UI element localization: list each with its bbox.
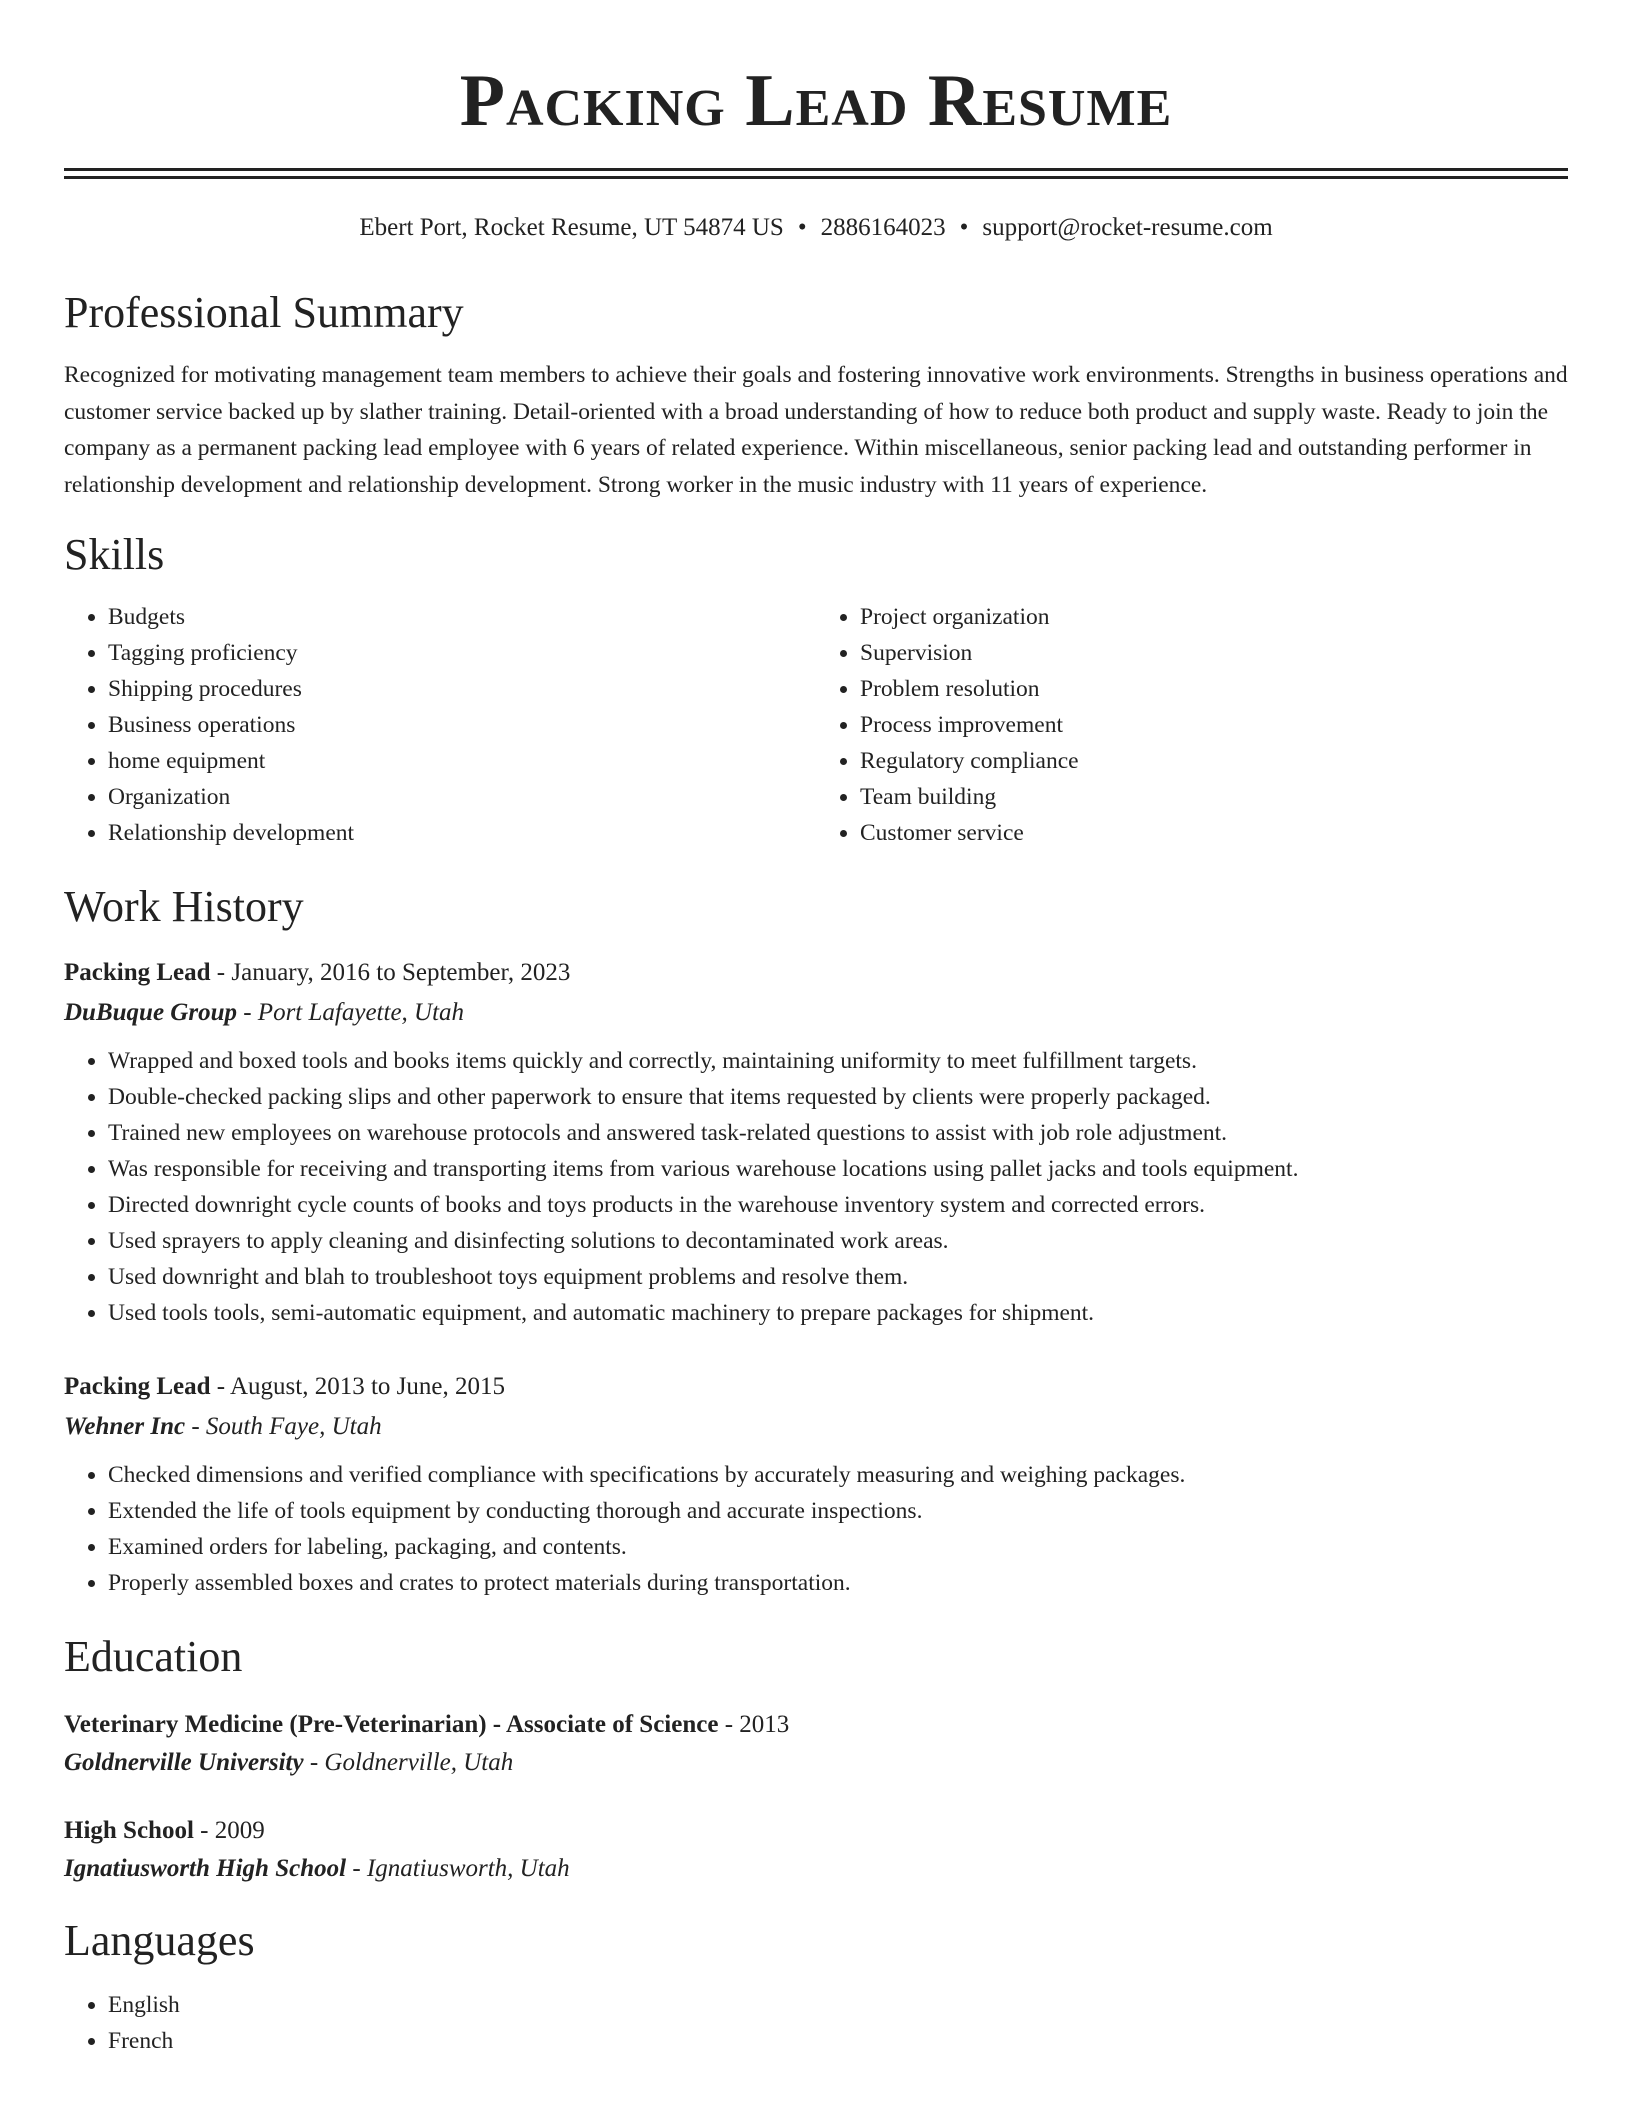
- company-name: DuBuque Group: [64, 999, 237, 1026]
- languages-list: [64, 1987, 1568, 2059]
- company-line: [64, 1411, 1568, 1443]
- skill-item: • Problem resolution: [860, 671, 1568, 707]
- education-degree: High School: [64, 1817, 194, 1844]
- languages-heading: Languages: [64, 1916, 255, 1965]
- list-item: • Properly assembled boxes and crates to protect materials during transportation.: [108, 1565, 1568, 1601]
- company-line: [64, 997, 1568, 1029]
- skill-item: • home equipment: [108, 743, 816, 779]
- job-title: Packing Lead: [64, 1373, 211, 1400]
- company-name: Wehner Inc: [64, 1413, 186, 1440]
- work-history-heading: Work History: [64, 882, 304, 931]
- education-year: - 2013: [718, 1711, 790, 1738]
- contact-address: Ebert Port, Rocket Resume, UT 54874 US: [359, 214, 784, 241]
- education-year: - 2009: [193, 1817, 265, 1844]
- skill-item: • Budgets: [108, 599, 816, 635]
- job-dates: - January, 2016 to September, 2023: [210, 959, 571, 986]
- skill-item: • Regulatory compliance: [860, 743, 1568, 779]
- list-item: • Wrapped and boxed tools and books items quickly and correctly, maintaining uniformity to meet fulfillment targets.: [108, 1043, 1568, 1079]
- job-title-line: [64, 957, 1568, 989]
- skill-item: • Shipping procedures: [108, 671, 816, 707]
- job-duties-list: [64, 1457, 1568, 1601]
- skill-item: • Organization: [108, 779, 816, 815]
- skill-item: • Business operations: [108, 707, 816, 743]
- list-item: • Used tools tools, semi-automatic equipment, and automatic machinery to prepare packages for shipment.: [108, 1295, 1568, 1331]
- list-item: • Double-checked packing slips and other paperwork to ensure that items requested by clients were properly packaged.: [108, 1079, 1568, 1115]
- list-item: • Used sprayers to apply cleaning and disinfecting solutions to decontaminated work areas.: [108, 1223, 1568, 1259]
- resume-title: Packing Lead Resume: [459, 60, 1173, 142]
- list-item: • Trained new employees on warehouse protocols and answered task-related questions to assist with job role adjustment.: [108, 1115, 1568, 1151]
- summary-heading: Professional Summary: [64, 288, 464, 337]
- education-heading: Education: [64, 1632, 243, 1681]
- list-item: • Checked dimensions and verified compliance with specifications by accurately measuring and weighing packages.: [108, 1457, 1568, 1493]
- skill-item: • Project organization: [860, 599, 1568, 635]
- company-location: - South Faye, Utah: [185, 1413, 382, 1440]
- skills-column-right: [816, 599, 1568, 851]
- education-location: - Goldnerville, Utah: [303, 1749, 514, 1776]
- skills-heading: Skills: [64, 530, 165, 579]
- contact-separator: •: [797, 214, 807, 241]
- contact-separator: •: [959, 214, 969, 241]
- education-school-line: [64, 1747, 1568, 1779]
- education-location: - Ignatiusworth, Utah: [346, 1855, 570, 1882]
- skill-item: • Team building: [860, 779, 1568, 815]
- list-item: • Extended the life of tools equipment by conducting thorough and accurate inspections.: [108, 1493, 1568, 1529]
- education-school: Ignatiusworth High School: [64, 1855, 347, 1882]
- contact-phone: 2886164023: [820, 214, 946, 241]
- title-divider: [64, 168, 1568, 179]
- job-dates: - August, 2013 to June, 2015: [210, 1373, 505, 1400]
- list-item: • Was responsible for receiving and transporting items from various warehouse locations using pallet jacks and tools equipment.: [108, 1151, 1568, 1187]
- list-item: • Used downright and blah to troubleshoot toys equipment problems and resolve them.: [108, 1259, 1568, 1295]
- education-school: Goldnerville University: [64, 1749, 304, 1776]
- skill-item: • Relationship development: [108, 815, 816, 851]
- job-duties-list: [64, 1043, 1568, 1331]
- job-title-line: [64, 1371, 1568, 1403]
- contact-email: support@rocket-resume.com: [982, 214, 1273, 241]
- list-item: • Directed downright cycle counts of books and toys products in the warehouse inventory system and corrected errors.: [108, 1187, 1568, 1223]
- job-title: Packing Lead: [64, 959, 211, 986]
- company-location: - Port Lafayette, Utah: [236, 999, 465, 1026]
- education-degree: Veterinary Medicine (Pre-Veterinarian) - Associate of Science: [64, 1711, 719, 1738]
- skill-item: • Supervision: [860, 635, 1568, 671]
- contact-line: [64, 213, 1568, 243]
- language-item: • French: [108, 2023, 1568, 2059]
- skill-item: • Customer service: [860, 815, 1568, 851]
- skill-item: • Tagging proficiency: [108, 635, 816, 671]
- language-item: • English: [108, 1987, 1568, 2023]
- list-item: • Examined orders for labeling, packaging, and contents.: [108, 1529, 1568, 1565]
- skills-list: [64, 599, 1568, 851]
- education-degree-line: [64, 1709, 1568, 1741]
- education-degree-line: [64, 1815, 1568, 1847]
- skill-item: • Process improvement: [860, 707, 1568, 743]
- education-school-line: [64, 1853, 1568, 1885]
- summary-text: Recognized for motivating management team members to achieve their goals and fostering innovative work environments. Strengths in business operations and customer service backed up by slather training. Detail-oriented with a broad understanding of how to reduce both product and supply waste. Ready to join the company as a permanent packing lead employee with 6 years of related experience. Within miscellaneous, senior packing lead and outstanding performer in relationship development and relationship development. Strong worker in the music industry with 11 years of experience.: [64, 362, 1568, 498]
- skills-column-left: [64, 599, 816, 851]
